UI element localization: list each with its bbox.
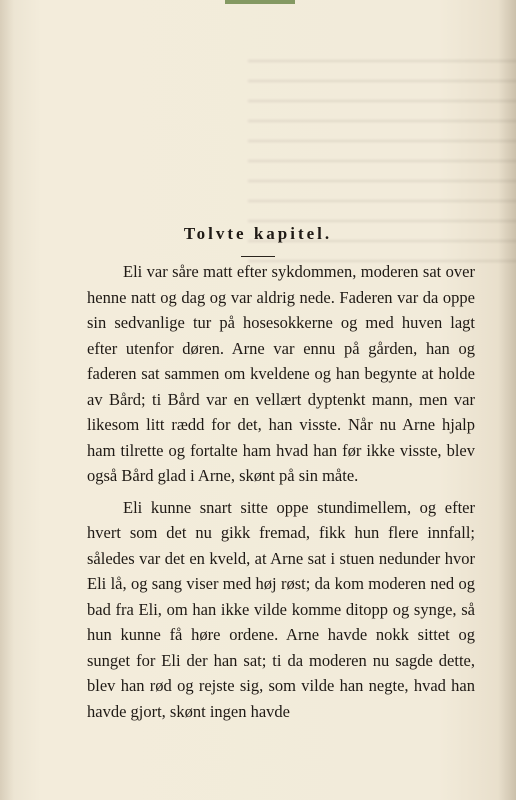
title-rule xyxy=(241,256,275,257)
paragraph: Eli var såre matt efter sykdommen, moderen sat over henne natt og dag og var aldrig nede. Faderen var da oppe sin sedvanlige tur på hosesokkerne og med huven lagt efter utenfor døren. Arne var ennu på gården, han og faderen sat sammen om kveldene og han begynte at holde av Bård; ti Bård var en vellært dyptenkt mann, men var likesom litt rædd for det, han visste. Når nu Arne hjalp ham tilrette og fortalte ham hvad han før ikke visste, blev også Bård glad i Arne, skønt på sin måte. xyxy=(87,262,475,485)
chapter-title: Tolvte kapitel. xyxy=(183,224,333,243)
body-text xyxy=(87,259,475,730)
paragraph: Eli kunne snart sitte oppe stundimellem, og efter hvert som det nu gikk fremad, fikk hun flere innfall; således var det en kveld, at Arne sat i stuen nedunder hvor Eli lå, og sang viser med høj røst; da kom moderen ned og bad fra Eli, om han ikke vilde komme ditopp og synge, så hun kunne få høre ordene. Arne havde nokk sittet og sunget for Eli der han sat; ti da moderen nu sagde dette, blev han rød og rejste sig, som vilde han negte, hvad han havde gjort, skønt ingen havde xyxy=(87,497,475,721)
top-edge-mark xyxy=(225,0,295,4)
page-left-shadow xyxy=(0,0,14,800)
